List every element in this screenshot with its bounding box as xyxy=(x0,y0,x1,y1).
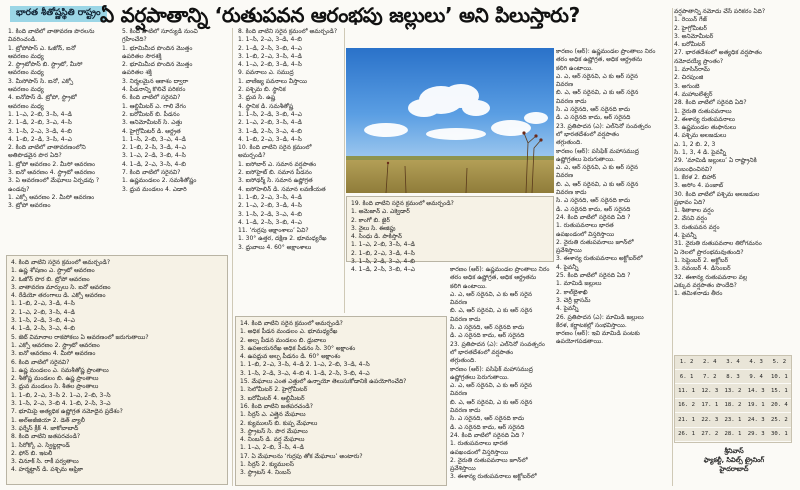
answer-cell: 18. 2 xyxy=(721,398,744,412)
text-line: డి. ఎ సరైనది కాదు, ఆర్ సరైనది xyxy=(556,114,631,122)
column-2 xyxy=(122,28,234,233)
text-line: 7. భూమిపై అత్యధిక ఉష్ణోగ్రత నమోదైన ప్రదేశం? xyxy=(11,408,123,416)
text-line: 2. 1–డి, 2–బి, 3–ఎ, 4–సి xyxy=(8,119,72,127)
answer-row xyxy=(675,413,791,427)
text-line: 2. చిరపుంజి xyxy=(674,74,704,82)
answer-cell: 29. 3 xyxy=(745,427,768,441)
text-line: 4. ఉపధ్రువ అల్ప పీడనం డి. 60° అక్షాంశం xyxy=(240,353,341,361)
text-line: 2. బరోమీటర్ బి. పీడనం xyxy=(122,110,180,118)
text-line: 27. భారతదేశంలో అత్యధిక వర్షపాతం xyxy=(674,49,762,57)
text-line: 3. ధ్రువాలు 4. 60° అక్షాంశాలు xyxy=(238,243,312,251)
text-line: 4. మహాబలేశ్వర్ xyxy=(674,90,713,98)
answer-cell: 3. 4 xyxy=(721,356,744,369)
text-line: 4. 1–డి, 2–సి, 3–బి, 4–ఎ xyxy=(238,218,302,226)
column-3 xyxy=(238,28,342,313)
answer-cell: 21. 1 xyxy=(675,413,698,427)
text-line: 2. నైరుతి రుతుపవనాలు జూన్‌లో xyxy=(450,456,528,464)
text-line: 25. కింది వాటిలో సరైనది ఏది ? xyxy=(556,272,631,280)
text-line: 17. ఏ మేఘాలను ‘గుర్రపు తోక మేఘాలు’ అంటారు? xyxy=(240,452,363,460)
text-line: ఉండవు? xyxy=(8,185,30,193)
text-line: ఆవరణం మధ్య xyxy=(8,102,44,110)
text-line: 3. 1–సి, 2–ఎ, 3–బి 4. 1–బి, 2–సి, 3–ఎ xyxy=(11,400,111,408)
text-line: 4. 1–డి, 2–ఎ, 3–సి, 4–బి xyxy=(122,160,186,168)
text-line: 30. కింది వాటిలో పశ్చిమ అలజడుల xyxy=(674,190,760,198)
text-line: ఎక్కువ వర్షపాతం పొందేది? xyxy=(674,281,737,289)
answer-cell: 13. 2 xyxy=(721,384,744,398)
text-line: 3. 1–ఎ, 2–డి, 3–బి, 4–సి xyxy=(122,152,186,160)
text-line: 2. భూమిమీద పొందిన మొత్తం xyxy=(122,61,193,69)
text-line: 4. 1–బి, 2–ఎ, 3–డి, 4–సి xyxy=(238,135,302,143)
text-line: 31. నైరుతి రుతుపవనాల తిరోగమనం xyxy=(674,240,762,248)
text-line: 1. మామిడి జల్లులు xyxy=(556,280,602,288)
text-line: అతిపొడవైన పొర ఏది? xyxy=(8,152,62,160)
text-line: 3. ఈశాన్య రుతుపవనాలు అక్టోబర్‌లో xyxy=(450,473,537,481)
column-1 xyxy=(8,28,118,250)
text-line: 3. రుతుపవన వర్షం xyxy=(674,223,720,231)
text-line: 2. 1–బి, 2–సి, 3–డి, 4–ఎ xyxy=(122,144,186,152)
question-box-bottom xyxy=(235,316,447,486)
text-line: 3. నైలు సి. ఈజిప్టు xyxy=(351,224,396,232)
text-line: డి. ఎ సరైనది కాదు, ఆర్ సరైనది xyxy=(450,332,525,340)
text-line: 3. అనిమోమీటర్ xyxy=(674,32,714,40)
text-line: 4. కింది వాటిని సరైన క్రమంలో అమర్చండి? xyxy=(11,259,111,266)
text-line: ఉపఖండంలో విస్తరిస్తాయి xyxy=(556,230,615,238)
text-line: వివరణ xyxy=(450,390,468,398)
text-line: బి. ఎ, ఆర్ సరైనవి, ఎ కు ఆర్ సరైన xyxy=(556,180,639,188)
text-line: 3. అగుంబె xyxy=(674,82,700,90)
text-line: 2. 1–ఎ, 2–బి, 3–సి, 4–డి xyxy=(238,119,302,127)
text-line: 1. 1–బి, 2–ఎ, 3–సి, 4–డి xyxy=(238,193,302,201)
text-line: 3. ఈశాన్య రుతుపవనాలు అక్టోబర్‌లో xyxy=(556,255,643,263)
text-line: 1. శీతాకాల వర్షం xyxy=(674,207,714,215)
text-line: 1. అమెజాన్ ఎ. ఎక్వెడార్ xyxy=(351,208,410,216)
column-rule xyxy=(344,28,345,313)
text-line: వివరణ xyxy=(556,81,574,89)
text-line: 2. నైరుతి రుతుపవనాలు జూన్‌లో xyxy=(556,238,634,246)
text-line: 24. కింది వాటిలో సరైనది ఏది ? xyxy=(556,213,631,221)
text-line: 2. పశ్చిమ బి. స్థానిక xyxy=(238,86,286,94)
text-line: 4. పీడనాన్ని కొలిచే పరికరం xyxy=(122,86,186,94)
answer-cell: 17. 1 xyxy=(698,398,721,412)
answer-cell: 8. 3 xyxy=(721,369,744,383)
answer-cell: 19. 1 xyxy=(745,398,768,412)
text-line: 3. ధ్రువ మండలం 4. ఎడారి xyxy=(122,185,187,193)
text-line: ఉపఖండంలో విస్తరిస్తాయి xyxy=(450,448,509,456)
text-line: లో భారతదేశంలో వర్షపాతం xyxy=(450,348,514,356)
text-line: 1. ఆల్టిమీటర్ ఎ. గాలి వేగం xyxy=(122,102,186,110)
text-line: కారణం (ఆర్): ఇవి మామిడి పంటకు xyxy=(556,330,640,338)
text-line: 3. మీసోపాస్ సి. ఐనో, ఎక్సో xyxy=(8,77,74,85)
text-line: ఉపరితల సౌరశక్తి xyxy=(122,52,162,60)
answer-cell: 28. 1 xyxy=(721,427,744,441)
text-line: 6. కింది వాటిలో సరైనవి? xyxy=(11,358,70,366)
text-line: 2. వేసవి వర్షం xyxy=(674,215,708,223)
text-line: 1. 1–బి, 2–ఎ, 3–డి, 4–సి xyxy=(11,300,75,308)
text-line: కారణం (ఆర్): పసిఫిక్ మహాసముద్ర xyxy=(450,365,533,373)
text-line: 14. కింది వాటిని సరైన క్రమంలో అమర్చండి? xyxy=(240,320,343,327)
text-line: 1. ఉష్ణమండలం 2. సమశీతోష్ణం xyxy=(122,177,197,185)
text-line: 4. ఐనోపాస్ డి. ట్రోపో, స్ట్రాటో xyxy=(8,94,77,102)
text-line: 1. ట్రోపో ఆవరణం 2. మీసో ఆవరణం xyxy=(8,160,95,168)
text-line: వివరణ కాదు xyxy=(450,407,481,415)
text-line: 2. క్యుములస్ బి. కుప్ప మేఘాలు xyxy=(240,419,318,427)
text-line: వర్షపాతాన్ని నమోదు చేసే పరికరం ఏది? xyxy=(674,8,766,15)
landscape-image xyxy=(346,48,554,193)
text-line: 1. ఎక్సో ఆవరణం 2. మీసో ఆవరణం xyxy=(8,193,95,201)
text-line: కలిగి ఉంటాయి. xyxy=(450,282,487,290)
answer-row xyxy=(675,398,791,412)
text-line: 9. పవనాలు ఎ. సముద్ర xyxy=(238,69,294,77)
text-line: 3. ఆనిమోమీటర్ సి. ఎత్తు xyxy=(122,119,183,127)
text-line: 4. స్థానిక డి. సమశీతోష్ణ xyxy=(238,102,294,110)
text-line: బి. ఎ, ఆర్ సరైనవి, ఎ కు ఆర్ సరైన xyxy=(556,89,639,97)
text-line: కారణం (ఆర్): ఉష్ణమండల ప్రాంతాలు నిరం xyxy=(450,266,550,273)
text-line: 28. కింది వాటిలో సరైనది ఏది? xyxy=(674,99,747,107)
text-line: ఎ. ఎ, ఆర్ సరైనవి, ఎ కు ఆర్ సరైన xyxy=(556,164,639,172)
text-line: 2. కాంగో బి. జైర్ xyxy=(351,216,390,224)
text-line: 1. 1–బి, 2–ఎ, 3–సి, 4–డి 2. 1–ఎ, 2–బి, 3–డి, 4–సి xyxy=(240,361,370,369)
text-line: 3. వాతావరణ మార్పులు సి. ఐనో ఆవరణం xyxy=(11,283,111,291)
text-line: సి. ఎ సరైనది, ఆర్ సరైనది కాదు xyxy=(556,197,631,205)
answer-cell: 2. 4 xyxy=(698,356,721,369)
text-line: 2. అల్ప పీడన మండలం బి. ధ్రువాలు xyxy=(240,336,327,344)
text-line: 1. సిరోక్కో ఎ. స్విట్జర్లాండ్ xyxy=(11,441,70,449)
text-line: 8. కింది వాటిని జతపరచండి? xyxy=(11,433,81,441)
text-line: 19. కింది వాటిని సరైన క్రమంలో అమర్చండి? xyxy=(351,200,454,207)
text-line: 1. నైరుతి రుతుపవనాలు xyxy=(674,107,732,115)
question-box-left xyxy=(6,255,228,485)
text-line: నమోదయ్యే ప్రాంతం? xyxy=(674,57,724,65)
text-line: 2. ఓజోన్ పొర బి. ట్రోపో ఆవరణం xyxy=(11,275,90,283)
text-line: 1. 1–ఎ, 2–బి, 3–సి, 4–డి xyxy=(240,444,304,452)
column-rule xyxy=(232,28,233,486)
headline: ఏ వర్షపాతాన్ని ‘రుతుపవన ఆరంభపు జల్లులు’ అని పిలుస్తారు? xyxy=(100,3,580,27)
answer-cell: 1. 2 xyxy=(675,356,698,369)
text-line: 1. 30° ఉత్తర, దక్షిణ 2. భూమధ్యరేఖ xyxy=(238,235,327,243)
text-line: 1. వాణిజ్య పవనాలు వీస్తాయి xyxy=(238,77,307,85)
text-line: 3. 1–సి, 2–ఎ, 3–డి, 4–బి xyxy=(8,127,72,135)
text-line: 3. 1–సి, 2–డి, 3–ఎ, 4–బి xyxy=(238,210,302,218)
text-line: 1. 1–సి, 2–ఎ, 3–డి, 4–బి xyxy=(238,36,302,44)
text-line: ప్రవేశిస్తాయి xyxy=(450,465,476,473)
text-line: 1. ఎక్సో ఆవరణం 2. స్ట్రాటో ఆవరణం xyxy=(11,341,100,349)
answer-cell: 10. 1 xyxy=(768,369,791,383)
text-line: గ్రహించేది? xyxy=(122,36,147,44)
answer-row xyxy=(675,369,791,383)
text-line: 23. ప్రతిపాదన (ఎ): ఎల్‌నినో సంవత్సరం xyxy=(556,122,651,130)
author-name: శ్రీనివాస్ xyxy=(724,447,744,455)
answer-cell: 9. 4 xyxy=(745,369,768,383)
text-line: 2. ఐసోహైట్ బి. సమాన పీడనం xyxy=(238,169,312,177)
text-line: 4. పశ్చిమ అలజడులు xyxy=(674,132,727,140)
text-line: ఎ. ఎ, ఆర్ సరైనవి, ఎ కు ఆర్ సరైన xyxy=(450,290,533,298)
answer-cell: 15. 1 xyxy=(768,384,791,398)
text-line: ఉష్ణోగ్రతలు పెరుగుతాయి. xyxy=(450,373,509,381)
text-line: 11. ‘గుర్రపు అక్షాంశాలు’ ఏవి? xyxy=(238,227,309,235)
text-line: 3. అసోం 4. పంజాబ్ xyxy=(674,182,724,190)
text-line: కలిగి ఉంటాయి. xyxy=(556,64,593,72)
text-line: ఆవరణం మధ్య xyxy=(8,52,44,60)
text-line: 2. 1–ఎ, 2–బి, 3–సి, 4–డి xyxy=(11,308,75,316)
text-line: 2. ఈశాన్య రుతుపవనాలు xyxy=(674,115,735,123)
text-line: 1. మాసిన్‌రామ్ xyxy=(674,66,710,74)
text-line: 3. 1–సి, 2–డి, 3–ఎ, 4–బి xyxy=(351,258,415,266)
text-line: 1. రుతుపవనాలు భారత xyxy=(556,222,614,230)
section-tag: భారత శీతోష్ణస్థితి రాష్ట్రం xyxy=(10,6,107,22)
text-line: 1. తమిళనాడు తీరం xyxy=(674,290,723,298)
text-line: 2. 1–ఎ, 2–బి, 3–డి, 4–సి xyxy=(238,202,302,210)
text-line: బి. ఎ, ఆర్ సరైనవి, ఎ కు ఆర్ సరైన xyxy=(450,307,533,315)
text-line: అమర్చండి? xyxy=(238,152,266,160)
text-line: 1. అధిక పీడన మండలం ఎ. భూమధ్యరేఖ xyxy=(240,328,338,336)
text-line: కారణం (ఆర్): ఉష్ణమండల ప్రాంతాలు నిరం xyxy=(556,48,656,55)
answer-cell: 23. 1 xyxy=(721,413,744,427)
text-line: 5. జెట్ విమానాల రాకపోకలు ఏ ఆవరణంలో జరుగుతాయి? xyxy=(11,333,149,341)
text-line: 29. ‘మామిడి జల్లులు’ ఏ రాష్ట్రానికి xyxy=(674,157,757,165)
text-line: 3. ఐనో ఆవరణం 4. మీసో ఆవరణం xyxy=(11,350,96,358)
author-place: హైదరాబాద్ xyxy=(719,465,749,473)
text-line: కారణం (ఆర్): పసిఫిక్ మహాసముద్ర xyxy=(556,147,639,155)
text-line: 1. 1–బి, 2–ఎ, 3–సి 2. 1–ఎ, 2–బి, 3–సి xyxy=(11,391,111,399)
text-line: 3. ఐనో ఆవరణం 4. స్ట్రాటో ఆవరణం xyxy=(8,169,96,177)
text-line: 4. పైవన్నీ xyxy=(556,305,579,313)
text-line: 1. రుతుపవనాలు భారత xyxy=(450,440,508,448)
text-line: సి. ఎ సరైనది, ఆర్ సరైనది కాదు xyxy=(556,106,631,114)
text-line: 2. 1–డి, 2–సి, 3–బి, 4–ఎ xyxy=(238,44,302,52)
text-line: 16. కింది వాటిని జతపరచండి? xyxy=(240,402,313,410)
text-line: 1. సెప్టెంబర్ 2. అక్టోబర్ xyxy=(674,256,729,264)
answer-row xyxy=(675,427,791,441)
text-line: 1. ట్రోపోపాస్ ఎ. ఓజోన్, ఐనో xyxy=(8,44,76,52)
text-line: 1. 1–ఎ, 2–బి, 3–సి, 4–డి xyxy=(351,241,415,249)
answer-cell: 20. 4 xyxy=(768,398,791,412)
text-line: ఏ నెలలో ప్రారంభమవుతుంది? xyxy=(674,248,744,256)
text-line: 3. స్ట్రాటస్ సి. పొర మేఘాలు xyxy=(240,427,308,435)
text-line: 1. కింది వాటిలో వాతావరణ పొరలను xyxy=(8,28,95,35)
text-line: 1. 1–ఎ, 2–బి, 3–సి, 4–డి xyxy=(8,110,72,118)
text-line: వివరణ కాదు xyxy=(556,189,587,197)
text-line: ఎ. ఎ, ఆర్ సరైనవి, ఎ కు ఆర్ సరైన xyxy=(556,72,639,80)
text-line: ఉష్ణోగ్రతలు పెరుగుతాయి. xyxy=(556,155,615,163)
column-6 xyxy=(674,8,794,353)
text-line: 23. ప్రతిపాదన (ఎ): ఎల్‌నినో సంవత్సరం xyxy=(450,340,545,348)
column-5 xyxy=(556,48,670,488)
text-line: 3. చెర్రీ బ్లాసమ్ xyxy=(556,296,591,304)
text-line: ఉపయోగపడతాయి. xyxy=(556,338,604,346)
answer-cell: 25. 2 xyxy=(768,413,791,427)
text-line: తరం అధిక ఉష్ణోగ్రత, అధిక ఆర్ద్రతను xyxy=(450,274,537,282)
text-line: తగ్గుతుంది. xyxy=(450,357,477,365)
text-line: 4. ఐసోహెలిన్ డి. సమాన లవణీయత xyxy=(238,185,326,193)
field-sky-photo xyxy=(346,48,554,193)
text-line: డి. ఎ సరైనది కాదు, ఆర్ సరైనది xyxy=(556,205,631,213)
text-line: 4. 1–డి, 2–సి, 3–ఎ, 4–బి xyxy=(11,325,75,333)
answer-key-box xyxy=(674,355,792,443)
text-line: 4. 1–బి, 2–డి, 3–సి, 4–ఎ xyxy=(8,135,72,143)
text-line: 5. కింది వాటిలో సూర్యుడి నుంచి xyxy=(122,28,198,35)
answer-cell: 22. 3 xyxy=(698,413,721,427)
text-line: ఆవరణం మధ్య xyxy=(8,69,44,77)
answer-cell: 11. 1 xyxy=(675,384,698,398)
text-line: 3. ధ్రువ సి. ఉష్ణ xyxy=(238,94,276,102)
text-line: 1. ఉష్ణ మండలం ఎ. సమశీతోష్ణ ప్రాంతాలు xyxy=(11,366,109,374)
text-line: 1. సెలోమీటర్ 2. హైగ్రోమీటర్ xyxy=(240,386,308,394)
answer-cell: 30. 1 xyxy=(768,427,791,441)
text-line: 1. సిర్రస్ ఎ. ఎత్తైన మేఘాలు xyxy=(240,411,306,419)
text-line: 4. సింధు డి. పాకిస్తాన్ xyxy=(351,233,402,241)
text-line: 3. నవంబర్ 4. డిసెంబర్ xyxy=(674,265,731,273)
answer-cell: 24. 3 xyxy=(745,413,768,427)
text-line: 1. అల్‌అజీజియా 2. డెత్ వ్యాలీ xyxy=(11,416,85,424)
text-line: ఉపరితల శక్తి xyxy=(122,69,152,77)
column-4 xyxy=(450,266,554,486)
text-line: 4. పైవన్నీ xyxy=(556,263,579,271)
answer-cell: 26. 1 xyxy=(675,427,698,441)
text-line: 3. బరోమీటర్ 4. ఆల్టిమీటర్ xyxy=(240,394,305,402)
text-line: తగ్గుతుంది. xyxy=(556,139,583,147)
text-line: 4. హైగ్రోమీటర్ డి. ఆర్ద్రత xyxy=(122,127,181,135)
text-line: 3. ఐసోథర్మ్ సి. సమాన ఉష్ణోగ్రత xyxy=(238,177,313,185)
text-line: లో భారతదేశంలో వర్షపాతం xyxy=(556,130,620,138)
text-line: 2. 1–బి, 2–ఎ, 3–డి, 4–సి xyxy=(351,249,415,257)
text-line: 3. ఉపఅయనరేఖ అధిక పీడనం సి. 30° అక్షాంశం xyxy=(240,344,356,352)
text-line: ఎ. 1, 2 బి. 2, 3 xyxy=(674,140,716,148)
text-line: 4. నింబస్ డి. వర్ష మేఘాలు xyxy=(240,436,305,444)
text-line: 4. హర్మట్టాన్ డి. పశ్చిమ ఆఫ్రికా xyxy=(11,466,84,474)
text-line: 3. ఫర్నేస్ క్రీక్ 4. జాకోబాబాద్ xyxy=(11,424,79,432)
text-line: 3. స్ట్రాటస్ 4. నింబస్ xyxy=(240,469,291,477)
text-line: 4. 1–ఎ, 2–బి, 3–డి, 4–సి xyxy=(238,61,302,69)
text-line: 2. స్ట్రాటోపాస్ బి. స్ట్రాటో, మీసో xyxy=(8,61,83,69)
text-line: వివరణ xyxy=(450,299,468,307)
text-line: 3. 1–సి, 2–డి, 3–ఎ, 4–బి 4. 1–డి, 2–సి, 3–బి, 4–ఎ xyxy=(240,369,370,377)
text-line: 4. బరోమీటర్ xyxy=(674,41,706,49)
answer-row xyxy=(675,356,791,369)
answer-cell: 12. 3 xyxy=(698,384,721,398)
text-line: సి. ఎ సరైనది, ఆర్ సరైనది కాదు xyxy=(450,324,525,332)
text-line: 2. కింది వాటిలో వాతావరణంలోని xyxy=(8,144,86,152)
text-line: సంబంధించినవి? xyxy=(674,165,713,173)
text-line: బి. ఎ, ఆర్ సరైనవి, ఎ కు ఆర్ సరైన xyxy=(450,398,533,406)
answer-cell: 5. 2 xyxy=(768,356,791,369)
answer-cell: 16. 2 xyxy=(675,398,698,412)
text-line: 3. ఏ ఆవరణంలో మేఘాలు ఏర్పడవు ? xyxy=(8,177,100,185)
text-line: 2. హైగ్రోమీటర్ xyxy=(674,24,707,32)
text-line: సి. ఎ సరైనది, ఆర్ సరైనది కాదు xyxy=(450,415,525,423)
answer-key-table xyxy=(675,356,791,442)
text-line: 10. కింది వాటిని సరైన క్రమంలో xyxy=(238,144,312,152)
author-credit xyxy=(676,447,792,474)
text-line: 3. 1–డి, 2–సి, 3–ఎ, 4–బి xyxy=(238,127,302,135)
text-line: 1. 1–సి, 2–బి, 3–ఎ, 4–డి xyxy=(122,135,186,143)
text-line: 3. 1–సి, 2–డి, 3–బి, 4–ఎ xyxy=(11,317,75,325)
text-line: వివరణ కాదు xyxy=(450,315,481,323)
answer-cell: 7. 2 xyxy=(698,369,721,383)
text-line: 1. ఉష్ణ శోషణం ఎ. స్ట్రాటో ఆవరణం xyxy=(11,267,95,275)
text-line: ప్రవేశిస్తాయి xyxy=(556,247,582,255)
text-line: 24. కింది వాటిలో సరైనది ఏది ? xyxy=(450,431,525,439)
column-rule xyxy=(672,8,673,486)
text-line: 1. ఐసోబార్ ఎ. సమాన వర్షపాతం xyxy=(238,160,317,168)
text-line: 6. కింది వాటిలో సరైనవి? xyxy=(122,94,181,102)
text-line: ఆవరణం మధ్య xyxy=(8,86,44,94)
text-line: 1. సిర్రస్ 2. క్యుములస్ xyxy=(240,461,294,469)
text-line: వివరించండి. xyxy=(8,36,38,44)
answer-cell: 14. 3 xyxy=(745,384,768,398)
text-line: 15. మేఘాలు ఎంత ఎత్తులో ఉన్నాయో తెలుసుకోడానికి ఉపయోగించేది? xyxy=(240,378,407,386)
text-line: 1. రెయిన్ గేజ్ xyxy=(674,16,707,24)
text-line: 1. 1–సి, 2–డి, 3–బి, 4–ఎ xyxy=(238,110,302,118)
text-line: సి. 1, 3, 4 డి. పైవన్నీ xyxy=(674,149,727,157)
text-line: 4. పైవన్నీ xyxy=(674,232,697,240)
text-line: తరం అధిక ఉష్ణోగ్రత, అధిక ఆర్ద్రతను xyxy=(556,56,643,64)
answer-cell: 4. 3 xyxy=(745,356,768,369)
text-line: 2. శీతోష్ణ మండలం బి. ఉష్ణ ప్రాంతాలు xyxy=(11,375,99,383)
text-line: 3. ట్రోపో ఆవరణం xyxy=(8,202,51,210)
text-line: కేరళ, కర్ణాటకల్లో సంభవిస్తాయి. xyxy=(556,321,627,329)
text-line: 3. 1–బి, 2–ఎ, 3–సి, 4–డి xyxy=(238,52,302,60)
text-line: వివరణ కాదు xyxy=(556,97,587,105)
text-line: 3. ఉష్ణమండల తుఫానులు xyxy=(674,124,737,132)
answer-cell: 27. 2 xyxy=(698,427,721,441)
text-line: 4. 1–డి, 2–సి, 3–బి, 4–ఎ xyxy=(351,266,415,274)
answer-cell: 6. 1 xyxy=(675,369,698,383)
text-line: 1. భూమిమీద పొందిన మొత్తం xyxy=(122,44,193,52)
text-line: 7. కింది వాటిలో సరైనవి? xyxy=(122,169,181,177)
text-line: ఎ. ఎ, ఆర్ సరైనవి, ఎ కు ఆర్ సరైన xyxy=(450,382,533,390)
text-line: 3. నిర్మలమైన ఆకాశం ద్వారా xyxy=(122,77,189,85)
text-line: 32. ఈశాన్య రుతుపవనాల వల్ల xyxy=(674,273,748,281)
text-line: ప్రభావం ఏది? xyxy=(674,198,706,206)
text-line: 8. కింది వాటిని సరైన క్రమంలో అమర్చండి? xyxy=(238,28,338,35)
text-line: 3. చినూక్ సి. రాకీ పర్వతాలు xyxy=(11,458,79,466)
text-line: వివరణ xyxy=(556,172,574,180)
answer-row xyxy=(675,384,791,398)
text-line: 26. ప్రతిపాదన (ఎ): మామిడి జల్లులు xyxy=(556,313,644,321)
text-line: 1. కేరళ 2. బిహార్ xyxy=(674,173,717,181)
text-line: 4. రేడియో తరంగాలు డి. ఎక్సో ఆవరణం xyxy=(11,292,106,300)
text-line: 3. ధ్రువ మండలం సి. శీతల ప్రాంతాలు xyxy=(11,383,99,391)
author-role: ఫ్యాకల్టీ, సివిల్స్ ట్రైనింగ్ xyxy=(703,456,765,464)
text-line: 2. కాల్‌బైశాఖి xyxy=(556,288,588,296)
text-line: 2. ఫోన్ బి. ఇటలీ xyxy=(11,449,53,457)
text-line: డి. ఎ సరైనది కాదు, ఆర్ సరైనది xyxy=(450,423,525,431)
